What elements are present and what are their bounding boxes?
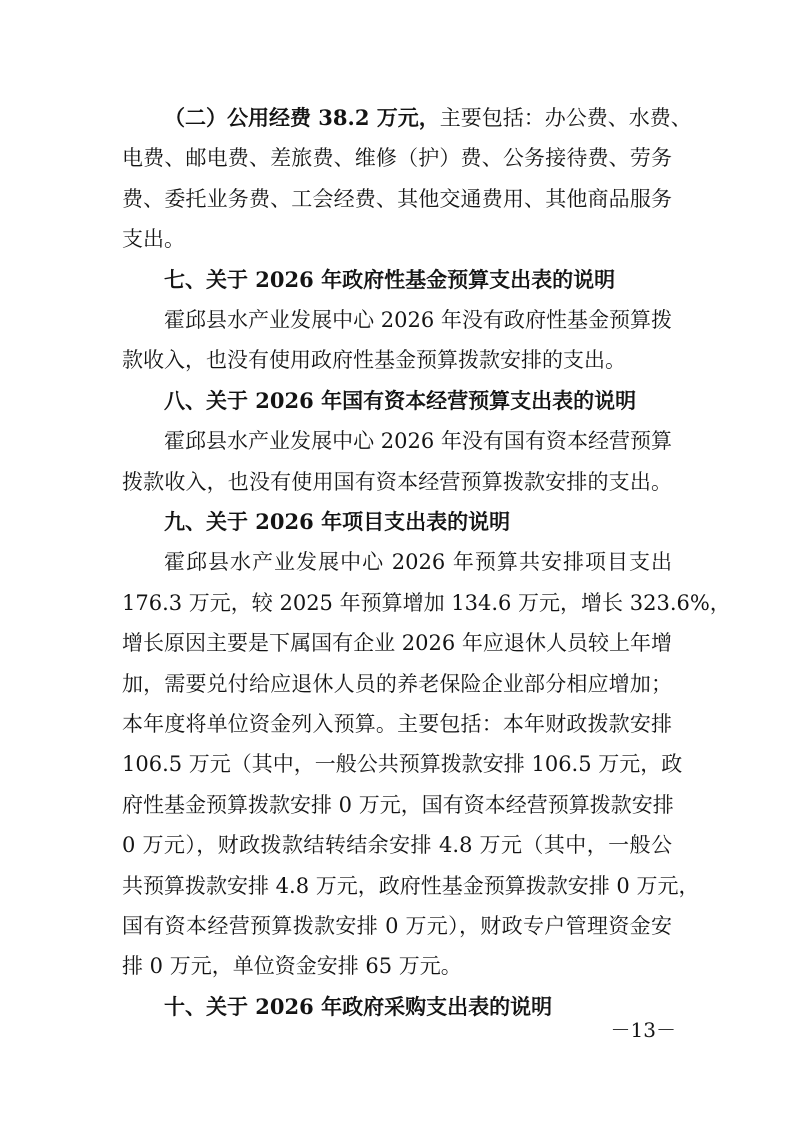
section-9-line-3: 增长原因主要是下属国有企业 2026 年应退休人员较上年增 xyxy=(122,631,672,655)
public-funds-text: 主要包括：办公费、水费、 xyxy=(439,106,692,130)
section-7-line-2: 款收入，也没有使用政府性基金预算拨款安排的支出。 xyxy=(122,348,626,372)
section-9-line-9: 共预算拨款安排 4.8 万元，政府性基金预算拨款安排 0 万元， xyxy=(122,874,700,898)
section-8-line-1: 霍邱县水产业发展中心 2026 年没有国有资本经营预算 xyxy=(164,429,672,453)
section-7-heading: 七、关于 2026 年政府性基金预算支出表的说明 xyxy=(164,267,616,292)
section-9-line-2: 176.3 万元，较 2025 年预算增加 134.6 万元，增长 323.6%， xyxy=(122,591,731,615)
section-8-line-2: 拨款收入，也没有使用国有资本经营预算拨款安排的支出。 xyxy=(122,470,672,494)
section-9-line-8: 0 万元），财政拨款结转结余安排 4.8 万元（其中，一般公 xyxy=(122,833,672,857)
public-funds-line-4: 支出。 xyxy=(122,227,185,251)
public-funds-line-2: 电费、邮电费、差旅费、维修（护）费、公务接待费、劳务 xyxy=(122,146,672,170)
public-funds-line-1 xyxy=(164,104,692,132)
section-9-line-6: 106.5 万元（其中，一般公共预算拨款安排 106.5 万元，政 xyxy=(122,752,683,776)
section-9-line-5: 本年度将单位资金列入预算。主要包括：本年财政拨款安排 xyxy=(122,712,672,736)
page-number: －13－ xyxy=(610,1018,676,1042)
section-9-heading: 九、关于 2026 年项目支出表的说明 xyxy=(164,509,511,534)
section-10-heading: 十、关于 2026 年政府采购支出表的说明 xyxy=(164,994,553,1019)
section-9-line-11: 排 0 万元，单位资金安排 65 万元。 xyxy=(122,954,462,978)
section-9-line-7: 府性基金预算拨款安排 0 万元，国有资本经营预算拨款安排 xyxy=(122,793,674,817)
public-funds-heading: （二）公用经费 38.2 万元， xyxy=(164,105,440,130)
section-9-line-10: 国有资本经营预算拨款安排 0 万元），财政专户管理资金安 xyxy=(122,914,672,938)
section-9-line-1: 霍邱县水产业发展中心 2026 年预算共安排项目支出 xyxy=(164,550,672,574)
section-7-line-1: 霍邱县水产业发展中心 2026 年没有政府性基金预算拨 xyxy=(164,308,672,332)
section-9-line-4: 加，需要兑付给应退休人员的养老保险企业部分相应增加； xyxy=(122,672,672,696)
public-funds-line-3: 费、委托业务费、工会经费、其他交通费用、其他商品服务 xyxy=(122,187,672,211)
section-8-heading: 八、关于 2026 年国有资本经营预算支出表的说明 xyxy=(164,388,637,413)
